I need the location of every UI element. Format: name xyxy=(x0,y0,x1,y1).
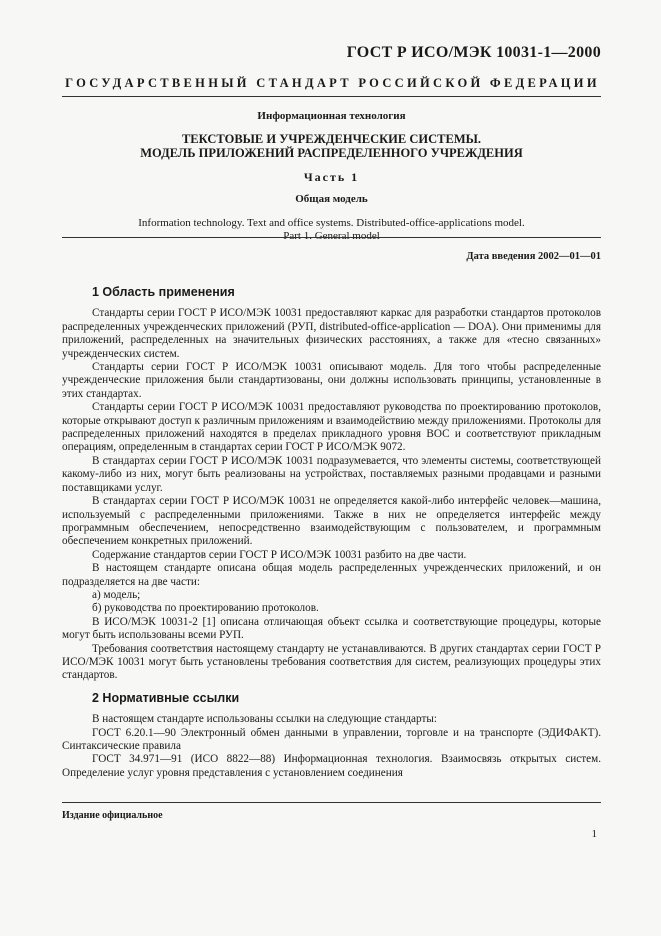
english-title-line-2: Part 1. General model xyxy=(283,230,380,242)
main-title xyxy=(62,132,601,160)
list-item: б) руководства по проектированию протоколов. xyxy=(92,602,319,615)
section-2-heading: 2 Нормативные ссылки xyxy=(92,690,240,705)
title-block xyxy=(62,110,601,243)
part-label: Часть 1 xyxy=(303,170,360,184)
page-number: 1 xyxy=(591,828,597,840)
paragraph: Содержание стандартов серии ГОСТ Р ИСО/МЭК 10031 разбито на две части. xyxy=(92,548,467,561)
paragraph: В ИСО/МЭК 10031-2 [1] описана отличающая объект ссылка и соответствующие процедуры, которые могут быть использованы всеми РУП. xyxy=(62,615,601,642)
reference-item: ГОСТ 34.971—91 (ИСО 8822—88) Информационная технология. Взаимосвязь открытых систем. Определение услуг уровня представления с установлением соединения xyxy=(62,753,601,779)
header-rule xyxy=(62,96,601,97)
document-body xyxy=(62,286,601,780)
state-standard-banner: ГОСУДАРСТВЕННЫЙ СТАНДАРТ РОССИЙСКОЙ ФЕДЕРАЦИИ xyxy=(65,76,600,90)
paragraph: В настоящем стандарте описана общая модель распределенных учрежденческих приложений, и он подразделяется на две части: xyxy=(62,562,601,588)
document-id: ГОСТ Р ИСО/МЭК 10031-1—2000 xyxy=(346,44,601,61)
main-title-line-1: ТЕКСТОВЫЕ И УЧРЕЖДЕНЧЕСКИЕ СИСТЕМЫ. xyxy=(181,132,482,146)
paragraph: Требования соответствия настоящему стандарту не устанавливаются. В других стандартах серии ГОСТ Р ИСО/МЭК 10031 могут быть установлены требования соответствия для систем, реализующих процедуры этих стандартов. xyxy=(62,642,601,682)
paragraph: В настоящем стандарте использованы ссылки на следующие стандарты: xyxy=(92,713,437,726)
footer-rule xyxy=(62,802,601,803)
part-subtitle: Общая модель xyxy=(295,193,368,205)
reference-item: ГОСТ 6.20.1—90 Электронный обмен данными в управлении, торговле и на транспорте (ЭДИФАКТ). Синтаксические правила xyxy=(62,726,601,752)
paragraph: Стандарты серии ГОСТ Р ИСО/МЭК 10031 предоставляют каркас для разработки стандартов протоколов распределенных учрежденческих приложений (РУП, distributed-office-application — DOA). Они применимы для приложений, распределенных на значительных физических расстояниях, а также для «тесно связанных» учрежденческих систем. xyxy=(62,307,601,360)
main-title-line-2: МОДЕЛЬ ПРИЛОЖЕНИЙ РАСПРЕДЕЛЕННОГО УЧРЕЖДЕНИЯ xyxy=(140,146,523,160)
title-rule xyxy=(62,237,601,238)
paragraph: В стандартах серии ГОСТ Р ИСО/МЭК 10031 подразумевается, что элементы системы, соответствующей какому-либо из них, могут быть реализованы на устройствах, поставляемых разными продавцами и разными поставщиками услуг. xyxy=(62,454,601,494)
paragraph: В стандартах серии ГОСТ Р ИСО/МЭК 10031 не определяется какой-либо интерфейс человек—машина, используемый с распределенными приложениями. Также в них не определяется интерфейс между программным обеспечением, непосредственно взаимодействующим с пользователем, и программным обеспечением конкретных приложений. xyxy=(62,495,601,548)
english-title xyxy=(62,217,601,243)
section-1-heading: 1 Область применения xyxy=(92,285,235,299)
edition-label: Издание официальное xyxy=(62,810,163,821)
introduction-date: Дата введения 2002—01—01 xyxy=(466,251,601,262)
paragraph: Стандарты серии ГОСТ Р ИСО/МЭК 10031 предоставляют руководства по проектированию протоколов, которые открывают доступ к различным приложениям и взаимодействию между приложениями. Протоколы для распределенных приложений находятся в пределах прикладного уровня ВОС и соответствуют прикладным операциям, определенным в стандартах серии ГОСТ Р ИСО/МЭК 9072. xyxy=(62,401,601,454)
paragraph: Стандарты серии ГОСТ Р ИСО/МЭК 10031 описывают модель. Для того чтобы распределенные учрежденческие приложения были стандартизованы, они должны использовать принципы, установленные в этих стандартах. xyxy=(62,361,601,400)
english-title-line-1: Information technology. Text and office systems. Distributed-office-applications model. xyxy=(138,217,525,229)
list-item: а) модель; xyxy=(92,588,141,601)
series-title: Информационная технология xyxy=(257,110,406,122)
